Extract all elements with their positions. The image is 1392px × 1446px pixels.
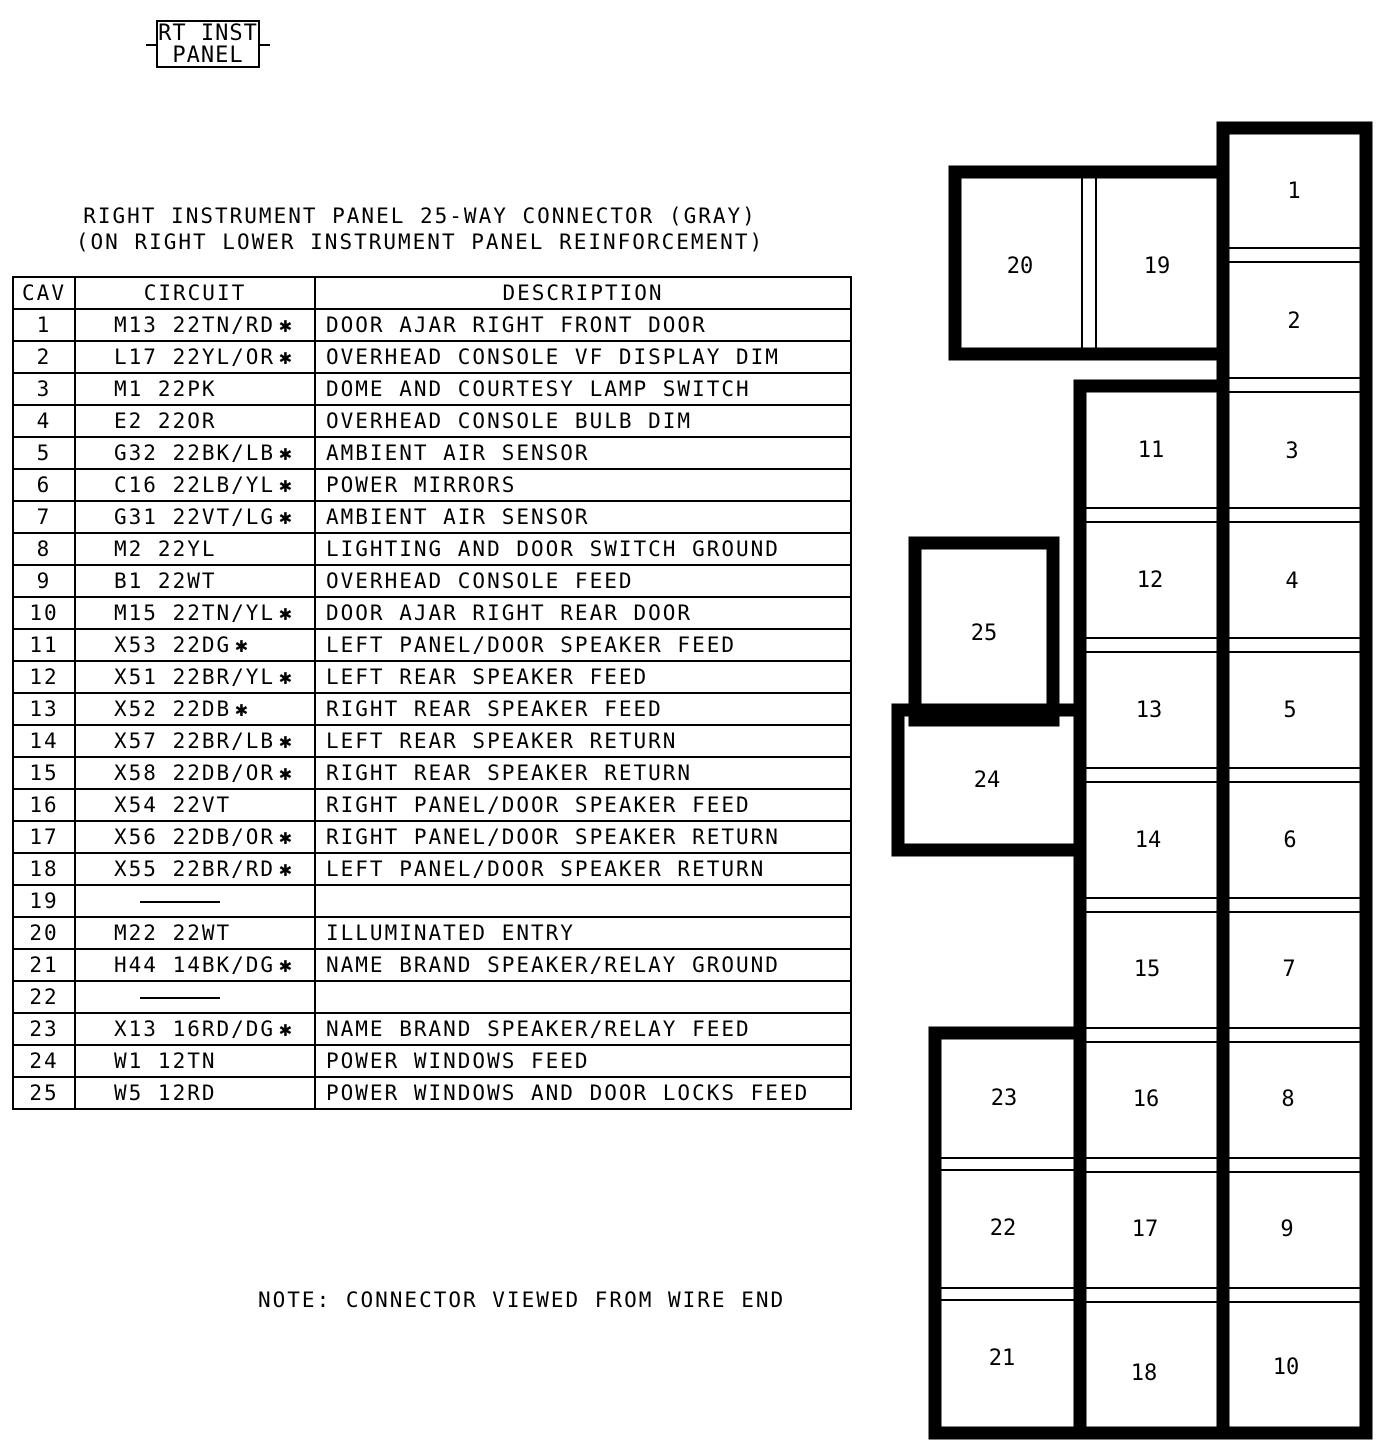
circuit-code: X52 22DB bbox=[114, 697, 232, 721]
cavity-label-16: 16 bbox=[1132, 1087, 1160, 1112]
cavity-label-6: 6 bbox=[1283, 828, 1297, 853]
cavity-label-23: 23 bbox=[990, 1086, 1018, 1111]
description-cell: LEFT PANEL/DOOR SPEAKER RETURN bbox=[315, 853, 851, 885]
cav-cell: 5 bbox=[13, 437, 75, 469]
circuit-code: W1 12TN bbox=[114, 1049, 217, 1073]
cavity-label-22: 22 bbox=[989, 1216, 1017, 1241]
circuit-code: X51 22BR/YL bbox=[114, 665, 276, 689]
cav-cell: 21 bbox=[13, 949, 75, 981]
cav-cell: 13 bbox=[13, 693, 75, 725]
circuit-code: X57 22BR/LB bbox=[114, 729, 276, 753]
description-cell: AMBIENT AIR SENSOR bbox=[315, 501, 851, 533]
cav-cell: 2 bbox=[13, 341, 75, 373]
cav-cell: 18 bbox=[13, 853, 75, 885]
header-cav: CAV bbox=[13, 277, 75, 309]
circuit-code: E2 22OR bbox=[114, 409, 217, 433]
description-cell: ILLUMINATED ENTRY bbox=[315, 917, 851, 949]
cav-cell: 16 bbox=[13, 789, 75, 821]
twisted-pair-marker-icon: ✱ bbox=[279, 345, 294, 369]
circuit-code: X58 22DB/OR bbox=[114, 761, 276, 785]
cav-cell: 10 bbox=[13, 597, 75, 629]
cav-cell: 3 bbox=[13, 373, 75, 405]
circuit-code: M2 22YL bbox=[114, 537, 217, 561]
cavity-label-9: 9 bbox=[1280, 1217, 1294, 1242]
cav-cell: 9 bbox=[13, 565, 75, 597]
column-b-housing bbox=[1080, 386, 1223, 1433]
circuit-code: X53 22DG bbox=[114, 633, 232, 657]
cav-cell: 15 bbox=[13, 757, 75, 789]
cavity-label-4: 4 bbox=[1285, 569, 1299, 594]
description-cell: OVERHEAD CONSOLE FEED bbox=[315, 565, 851, 597]
description-cell: LIGHTING AND DOOR SWITCH GROUND bbox=[315, 533, 851, 565]
circuit-code: H44 14BK/DG bbox=[114, 953, 276, 977]
connector-title: RIGHT INSTRUMENT PANEL 25-WAY CONNECTOR (GRAY) bbox=[83, 204, 757, 228]
cav-cell: 25 bbox=[13, 1077, 75, 1109]
description-cell: DOME AND COURTESY LAMP SWITCH bbox=[315, 373, 851, 405]
header-circuit: CIRCUIT bbox=[75, 277, 315, 309]
description-cell: RIGHT PANEL/DOOR SPEAKER RETURN bbox=[315, 821, 851, 853]
cav-cell: 8 bbox=[13, 533, 75, 565]
cavity-label-24: 24 bbox=[973, 768, 1001, 793]
cav-cell: 19 bbox=[13, 885, 75, 917]
twisted-pair-marker-icon: ✱ bbox=[279, 505, 294, 529]
cavity-label-2: 2 bbox=[1287, 309, 1301, 334]
twisted-pair-marker-icon: ✱ bbox=[279, 665, 294, 689]
cav-cell: 4 bbox=[13, 405, 75, 437]
cav-cell: 1 bbox=[13, 309, 75, 341]
description-cell: OVERHEAD CONSOLE VF DISPLAY DIM bbox=[315, 341, 851, 373]
description-cell: LEFT REAR SPEAKER FEED bbox=[315, 661, 851, 693]
cav-cell: 20 bbox=[13, 917, 75, 949]
cav-cell: 11 bbox=[13, 629, 75, 661]
cavity-label-10: 10 bbox=[1272, 1355, 1300, 1380]
description-cell: DOOR AJAR RIGHT FRONT DOOR bbox=[315, 309, 851, 341]
circuit-code: L17 22YL/OR bbox=[114, 345, 276, 369]
cavity-label-7: 7 bbox=[1282, 957, 1296, 982]
description-cell: AMBIENT AIR SENSOR bbox=[315, 437, 851, 469]
header-description: DESCRIPTION bbox=[315, 277, 851, 309]
cav-cell: 17 bbox=[13, 821, 75, 853]
cavity-label-11: 11 bbox=[1137, 438, 1165, 463]
top-block-housing bbox=[955, 172, 1223, 354]
cav-cell: 7 bbox=[13, 501, 75, 533]
description-cell: POWER MIRRORS bbox=[315, 469, 851, 501]
description-cell: OVERHEAD CONSOLE BULB DIM bbox=[315, 405, 851, 437]
circuit-code: X54 22VT bbox=[114, 793, 232, 817]
circuit-code: M22 22WT bbox=[114, 921, 232, 945]
twisted-pair-marker-icon: ✱ bbox=[279, 473, 294, 497]
circuit-code: M13 22TN/RD bbox=[114, 313, 276, 337]
description-cell: RIGHT REAR SPEAKER FEED bbox=[315, 693, 851, 725]
circuit-code: X13 16RD/DG bbox=[114, 1017, 276, 1041]
circuit-code: M15 22TN/YL bbox=[114, 601, 276, 625]
circuit-code: G31 22VT/LG bbox=[114, 505, 276, 529]
cavity-label-25: 25 bbox=[970, 621, 998, 646]
twisted-pair-marker-icon: ✱ bbox=[279, 601, 294, 625]
description-cell: LEFT PANEL/DOOR SPEAKER FEED bbox=[315, 629, 851, 661]
cavity-label-12: 12 bbox=[1136, 568, 1164, 593]
description-cell: POWER WINDOWS FEED bbox=[315, 1045, 851, 1077]
cavity-label-13: 13 bbox=[1135, 698, 1163, 723]
cav-cell: 22 bbox=[13, 981, 75, 1013]
cavity-label-15: 15 bbox=[1133, 957, 1161, 982]
cavity-label-3: 3 bbox=[1285, 439, 1299, 464]
cavity-label-8: 8 bbox=[1281, 1087, 1295, 1112]
twisted-pair-marker-icon: ✱ bbox=[279, 953, 294, 977]
twisted-pair-marker-icon: ✱ bbox=[279, 1017, 294, 1041]
description-cell: DOOR AJAR RIGHT REAR DOOR bbox=[315, 597, 851, 629]
connector-location: (ON RIGHT LOWER INSTRUMENT PANEL REINFORCEMENT) bbox=[75, 230, 765, 254]
circuit-code: M1 22PK bbox=[114, 377, 217, 401]
description-cell: RIGHT PANEL/DOOR SPEAKER FEED bbox=[315, 789, 851, 821]
twisted-pair-marker-icon: ✱ bbox=[279, 313, 294, 337]
circuit-code: X55 22BR/RD bbox=[114, 857, 276, 881]
cav-cell: 12 bbox=[13, 661, 75, 693]
cavity-label-14: 14 bbox=[1134, 828, 1162, 853]
twisted-pair-marker-icon: ✱ bbox=[279, 729, 294, 753]
cavity-label-5: 5 bbox=[1283, 698, 1297, 723]
description-cell: POWER WINDOWS AND DOOR LOCKS FEED bbox=[315, 1077, 851, 1109]
circuit-code: W5 12RD bbox=[114, 1081, 217, 1105]
cav-cell: 6 bbox=[13, 469, 75, 501]
cav-cell: 23 bbox=[13, 1013, 75, 1045]
cavity-label-17: 17 bbox=[1131, 1217, 1159, 1242]
cavity-label-20: 20 bbox=[1006, 254, 1034, 279]
twisted-pair-marker-icon: ✱ bbox=[279, 857, 294, 881]
twisted-pair-marker-icon: ✱ bbox=[235, 633, 250, 657]
connector-tag-line2: PANEL bbox=[172, 43, 244, 68]
description-cell: LEFT REAR SPEAKER RETURN bbox=[315, 725, 851, 757]
cav-cell: 24 bbox=[13, 1045, 75, 1077]
twisted-pair-marker-icon: ✱ bbox=[235, 697, 250, 721]
twisted-pair-marker-icon: ✱ bbox=[279, 441, 294, 465]
connector-tag-line1: RT INST bbox=[158, 21, 258, 46]
circuit-code: X56 22DB/OR bbox=[114, 825, 276, 849]
cavity-label-19: 19 bbox=[1143, 254, 1171, 279]
twisted-pair-marker-icon: ✱ bbox=[279, 825, 294, 849]
twisted-pair-marker-icon: ✱ bbox=[279, 761, 294, 785]
description-cell: NAME BRAND SPEAKER/RELAY FEED bbox=[315, 1013, 851, 1045]
cavity-label-18: 18 bbox=[1130, 1361, 1158, 1386]
description-cell: RIGHT REAR SPEAKER RETURN bbox=[315, 757, 851, 789]
view-note: NOTE: CONNECTOR VIEWED FROM WIRE END bbox=[258, 1288, 786, 1312]
cavity-label-1: 1 bbox=[1287, 179, 1301, 204]
cavity-label-21: 21 bbox=[988, 1346, 1016, 1371]
cav-cell: 14 bbox=[13, 725, 75, 757]
circuit-code: B1 22WT bbox=[114, 569, 217, 593]
description-cell: NAME BRAND SPEAKER/RELAY GROUND bbox=[315, 949, 851, 981]
circuit-code: C16 22LB/YL bbox=[114, 473, 276, 497]
circuit-code: G32 22BK/LB bbox=[114, 441, 276, 465]
